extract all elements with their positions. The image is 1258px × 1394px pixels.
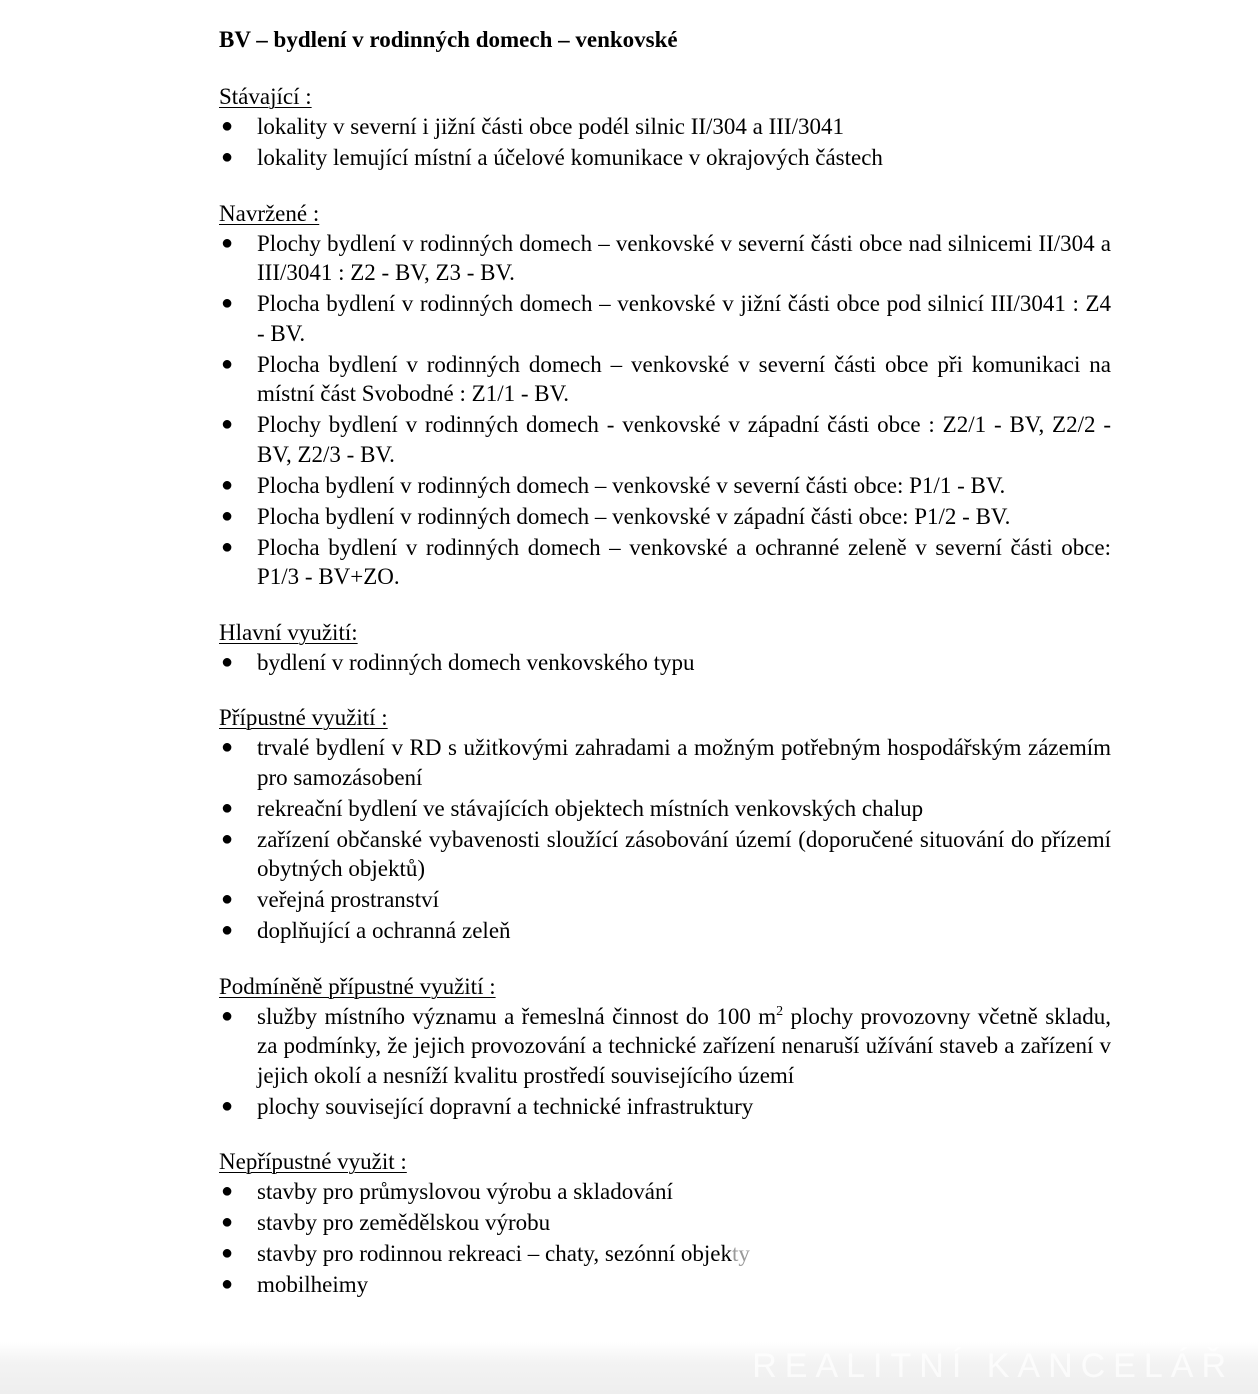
list-item: ● lokality v severní i jižní části obce podél silnic II/304 a III/3041	[219, 112, 1111, 142]
list-item: ● doplňující a ochranná zeleň	[219, 916, 1111, 946]
bullet-icon: ●	[221, 146, 234, 168]
bullet-icon: ●	[221, 1242, 234, 1264]
bullet-icon: ●	[221, 888, 234, 910]
superscript: 2	[776, 1003, 784, 1019]
bullet-icon: ●	[221, 504, 234, 527]
list-item: ● Plocha bydlení v rodinných domech – venkovské v jižní části obce pod silnicí III/3041 : Z4 - BV.	[221, 291, 1111, 346]
list-item: ● stavby pro rodinnou rekreaci – chaty, sezónní objekty	[219, 1239, 1111, 1269]
bullet-icon: ●	[221, 1273, 234, 1295]
bullet-icon: ●	[221, 413, 234, 435]
section-proposed	[219, 199, 1111, 592]
list-item: ● Plocha bydlení v rodinných domech – venkovské v severní části obce při komunikaci na místní část Svobodné : Z1/1 - BV.	[221, 351, 1111, 406]
bullet-icon: ●	[221, 352, 234, 375]
section-existing	[219, 82, 1111, 173]
list-proposed	[219, 229, 1111, 592]
list-main-use	[219, 648, 1111, 678]
list-item: ● bydlení v rodinných domech venkovského typu	[219, 648, 1111, 678]
section-main-use	[219, 618, 1111, 678]
list-item: ● zařízení občanské vybavenosti sloužící zásobování území (doporučené situování do přízemí obytných objektů)	[221, 826, 1111, 881]
list-item: ● veřejná prostranství	[219, 885, 1111, 915]
list-item: ● Plocha bydlení v rodinných domech – venkovské a ochranné zeleně v severní části obce: P1/3 - BV+ZO.	[221, 534, 1111, 589]
list-item: ● stavby pro průmyslovou výrobu a skladování	[219, 1177, 1111, 1207]
list-item: ● trvalé bydlení v RD s užitkovými zahradami a možným potřebným hospodářským zázemím pro samozásobení	[221, 735, 1111, 790]
bullet-icon: ●	[221, 535, 234, 558]
list-item: ● Plocha bydlení v rodinných domech – venkovské v západní části obce: P1/2 - BV.	[219, 502, 1111, 532]
bullet-icon: ●	[221, 1180, 234, 1202]
list-item: ● stavby pro zemědělskou výrobu	[219, 1208, 1111, 1238]
bullet-icon: ●	[221, 473, 234, 496]
section-heading-permitted-use: Přípustné využití :	[219, 705, 388, 730]
list-item: ● rekreační bydlení ve stávajících objektech místních venkovských chalup	[219, 794, 1111, 824]
section-heading-conditional-use: Podmíněně přípustné využití :	[219, 973, 496, 999]
list-item: ● Plochy bydlení v rodinných domech – venkovské v severní části obce nad silnicemi II/304 a III/3041 : Z2 - BV, Z3 - BV.	[221, 230, 1111, 285]
document-title: BV – bydlení v rodinných domech – venkovské	[219, 27, 678, 52]
section-permitted-use	[219, 703, 1111, 946]
bullet-icon: ●	[221, 919, 234, 941]
list-conditional-use	[219, 1002, 1111, 1122]
list-prohibited-use	[219, 1177, 1111, 1300]
bullet-icon: ●	[221, 827, 234, 850]
bullet-icon: ●	[221, 1211, 234, 1233]
section-prohibited-use	[219, 1147, 1111, 1300]
section-conditional-use	[219, 972, 1111, 1122]
bullet-icon: ●	[221, 1004, 234, 1027]
list-item: ● mobilheimy	[219, 1270, 1111, 1300]
section-heading-proposed: Navržené :	[219, 200, 320, 226]
bullet-icon: ●	[221, 736, 234, 758]
list-item: ● Plocha bydlení v rodinných domech – venkovské v severní části obce: P1/1 - BV.	[219, 471, 1111, 501]
list-item: ● plochy související dopravní a technické infrastruktury	[219, 1092, 1111, 1122]
section-heading-existing: Stávající :	[219, 84, 312, 109]
bullet-icon: ●	[221, 796, 234, 819]
watermark: REALITNÍ KANCELÁŘ	[752, 1347, 1234, 1385]
bullet-icon: ●	[221, 650, 234, 673]
section-heading-prohibited-use: Nepřípustné využit :	[219, 1149, 407, 1174]
section-heading-main-use: Hlavní využití:	[219, 619, 358, 645]
list-item: ● lokality lemující místní a účelové komunikace v okrajových částech	[219, 143, 1111, 173]
list-item: ● služby místního významu a řemeslná činnost do 100 $m^2$ plochy provozovny včetně skladu, za podmínky, že jejich provozování a technické zařízení nenaruší užívání staveb a zařízení v jejich okolí a nesníží kvalitu prostředí souvisejícího území	[221, 1003, 1112, 1088]
document-page	[219, 24, 1111, 1326]
bullet-icon: ●	[221, 115, 234, 137]
bullet-icon: ●	[221, 292, 234, 314]
list-permitted-use	[219, 733, 1111, 946]
bullet-icon: ●	[221, 231, 234, 254]
bullet-icon: ●	[221, 1094, 234, 1117]
list-item: ● Plochy bydlení v rodinných domech - venkovské v západní části obce : Z2/1 - BV, Z2/2 - BV, Z2/3 - BV.	[221, 412, 1111, 467]
list-existing	[219, 112, 1111, 173]
